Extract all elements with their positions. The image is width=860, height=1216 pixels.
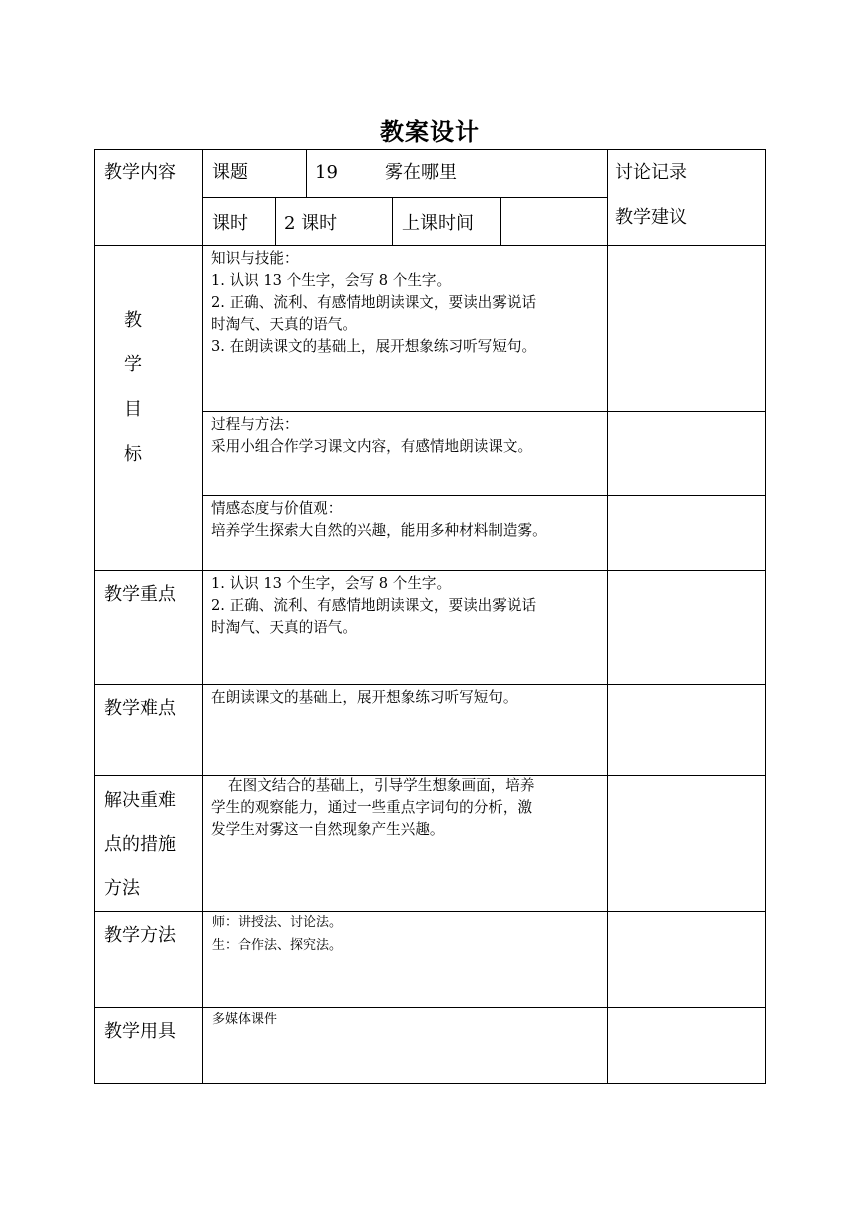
content-label: 教学内容 (104, 162, 176, 183)
objectives-label-char: 目 (124, 399, 142, 420)
key-points-label: 教学重点 (104, 584, 176, 605)
tools-text: 多媒体课件 (212, 1012, 278, 1027)
emotion-text: 培养学生探索大自然的兴趣，能用多种材料制造雾。 (211, 522, 547, 539)
objectives-label-char: 标 (124, 444, 142, 465)
divider (392, 197, 393, 245)
process-heading: 过程与方法： (211, 416, 299, 433)
knowledge-line: 3. 在朗读课文的基础上，展开想象练习听写短句。 (211, 338, 537, 355)
difficult-points-label: 教学难点 (104, 698, 176, 719)
suggestion-label: 教学建议 (615, 207, 687, 228)
page-title: 教案设计 (380, 117, 480, 146)
divider (94, 911, 766, 912)
tools-label: 教学用具 (104, 1021, 176, 1042)
solutions-label: 方法 (104, 878, 140, 899)
class-time-label: 上课时间 (402, 213, 474, 234)
key-points-line: 1. 认识 13 个生字，会写 8 个生字。 (211, 575, 452, 592)
divider (202, 149, 203, 1084)
methods-teacher: 师：讲授法、讨论法。 (212, 915, 343, 930)
emotion-heading: 情感态度与价值观： (211, 500, 343, 517)
knowledge-line: 2. 正确、流利、有感情地朗读课文，要读出雾说话 (211, 294, 537, 311)
divider (94, 245, 766, 246)
difficult-points-text: 在朗读课文的基础上，展开想象练习听写短句。 (211, 689, 518, 706)
divider (607, 149, 608, 1084)
key-points-line: 时淘气、天真的语气。 (211, 619, 357, 636)
knowledge-line: 时淘气、天真的语气。 (211, 316, 357, 333)
methods-label: 教学方法 (104, 925, 176, 946)
divider (94, 1007, 766, 1008)
divider (306, 149, 307, 197)
topic-number: 19 (315, 162, 338, 183)
process-text: 采用小组合作学习课文内容，有感情地朗读课文。 (211, 438, 533, 455)
topic-title: 雾在哪里 (385, 162, 457, 183)
divider (275, 197, 276, 245)
topic-label: 课题 (212, 162, 248, 183)
solutions-label: 点的措施 (104, 834, 176, 855)
divider (202, 197, 607, 198)
solutions-text: 在图文结合的基础上，引导学生想象画面，培养 学生的观察能力，通过一些重点字词句的分析，激 发学生对雾这一自然现象产生兴趣。 (211, 777, 535, 838)
objectives-label-char: 学 (124, 354, 142, 375)
divider (94, 684, 766, 685)
key-points-line: 2. 正确、流利、有感情地朗读课文，要读出雾说话 (211, 597, 537, 614)
knowledge-line: 1. 认识 13 个生字，会写 8 个生字。 (211, 272, 452, 289)
divider (202, 495, 766, 496)
methods-student: 生：合作法、探究法。 (212, 938, 343, 953)
divider (94, 570, 766, 571)
period-label: 课时 (212, 213, 248, 234)
divider (500, 197, 501, 245)
knowledge-heading: 知识与技能： (211, 250, 299, 267)
period-value: 2 课时 (284, 213, 338, 234)
divider (202, 411, 766, 412)
objectives-label-char: 教 (124, 310, 142, 331)
discussion-label: 讨论记录 (615, 162, 687, 183)
solutions-label: 解决重难 (104, 790, 176, 811)
